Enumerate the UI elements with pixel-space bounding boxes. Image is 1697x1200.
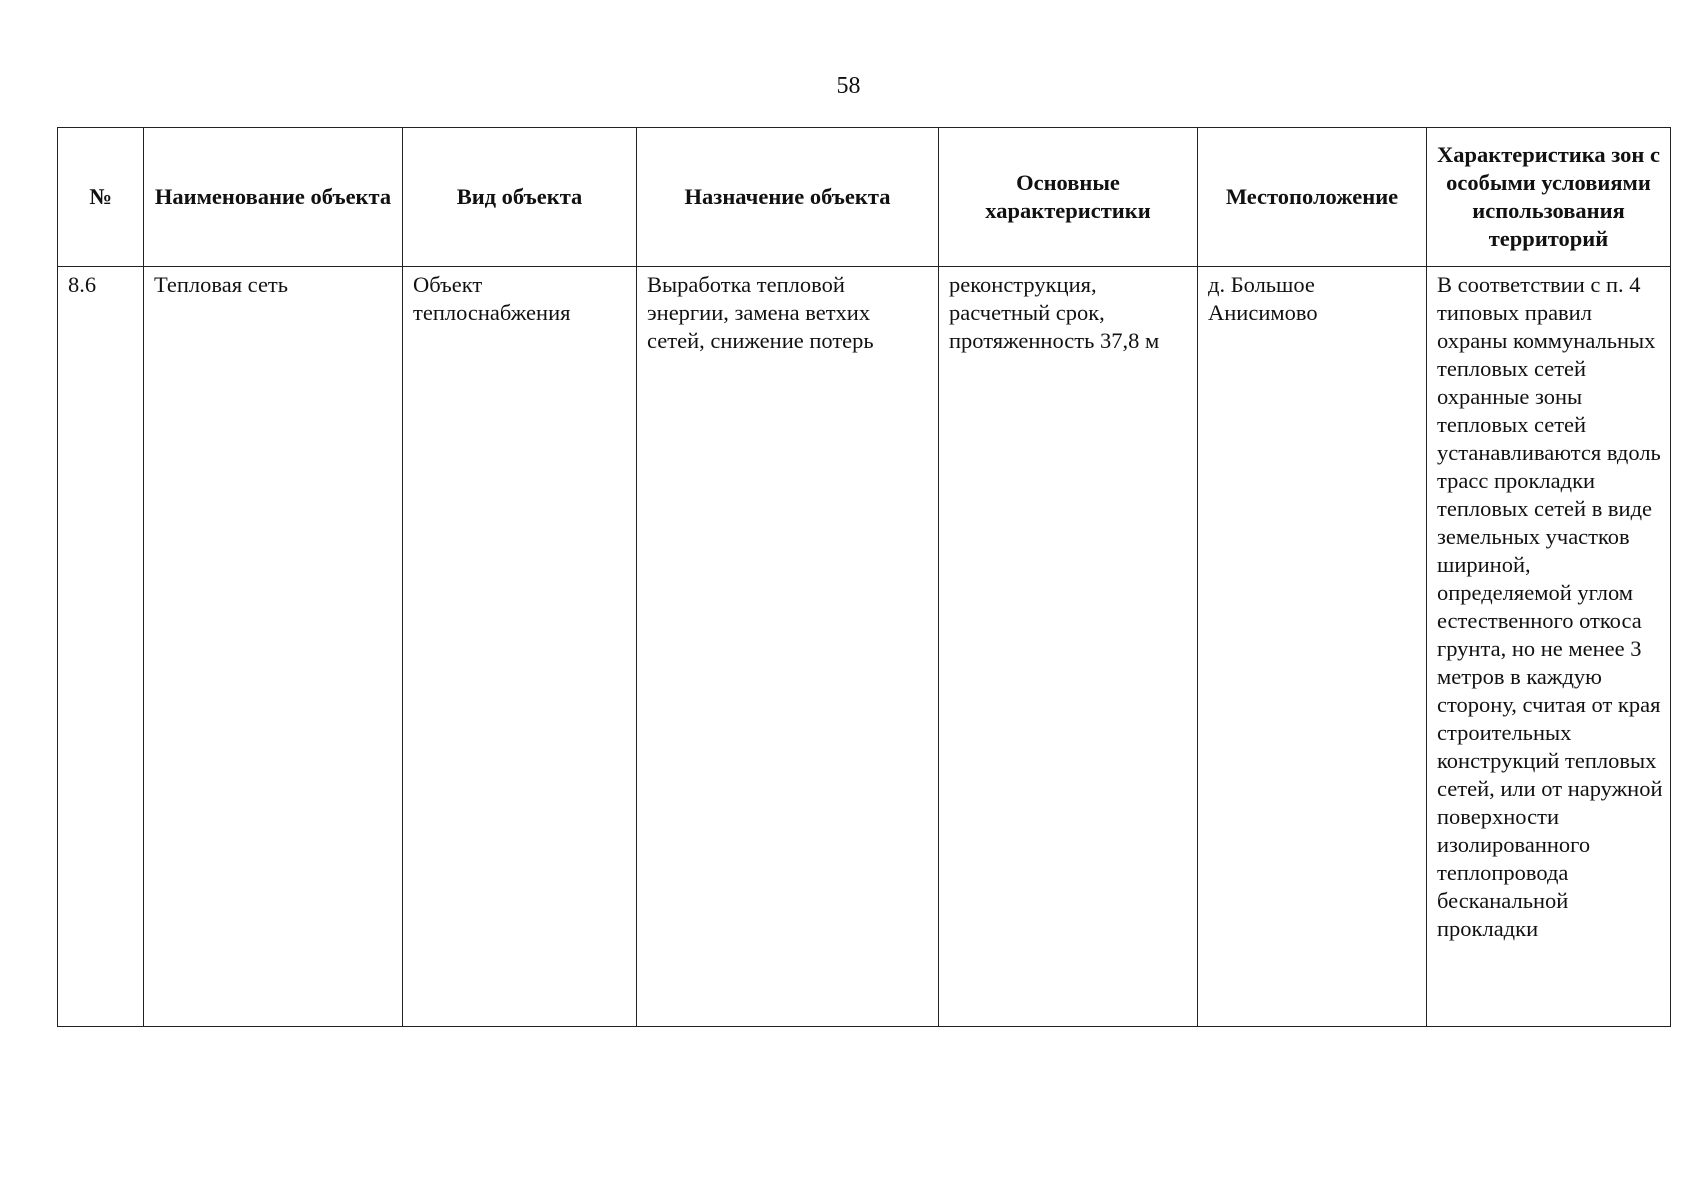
- cell-number: 8.6: [58, 267, 144, 1027]
- cell-characteristics: реконструкция, расчетный срок, протяженность 37,8 м: [939, 267, 1198, 1027]
- header-type: Вид объекта: [403, 128, 637, 267]
- table-header-row: [58, 128, 1671, 267]
- cell-name: Тепловая сеть: [144, 267, 403, 1027]
- header-characteristics: Основные характеристики: [939, 128, 1198, 267]
- header-purpose: Назначение объекта: [637, 128, 939, 267]
- cell-type: Объект теплоснабжения: [403, 267, 637, 1027]
- cell-purpose: Выработка тепловой энергии, замена ветхих сетей, снижение потерь: [637, 267, 939, 1027]
- header-location: Местоположение: [1198, 128, 1427, 267]
- page-number: 58: [836, 73, 861, 99]
- cell-location: д. Большое Анисимово: [1198, 267, 1427, 1027]
- table-row: [58, 267, 1671, 1027]
- header-zones: Характеристика зон с особыми условиями использования территорий: [1427, 128, 1671, 267]
- cell-zones: В соответствии с п. 4 типовых правил охраны коммунальных тепловых сетей охранные зоны тепловых сетей устанавливаются вдоль трасс прокладки тепловых сетей в виде земельных участков шириной, определяемой углом естественного откоса грунта, но не менее 3 метров в каждую сторону, считая от края строительных конструкций тепловых сетей, или от наружной поверхности изолированного теплопровода бесканальной прокладки: [1427, 267, 1671, 1027]
- header-number: №: [58, 128, 144, 267]
- header-name: Наименование объекта: [144, 128, 403, 267]
- objects-table: [57, 127, 1671, 1027]
